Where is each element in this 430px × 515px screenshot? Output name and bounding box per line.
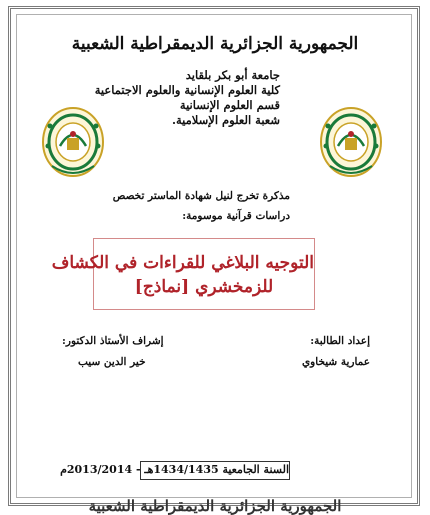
memo-line-1: مذكرة تخرج لنيل شهادة الماستر تخصص <box>112 190 290 202</box>
student-label: إعداد الطالبة: <box>310 335 370 347</box>
university-emblem-icon <box>318 106 384 182</box>
academic-year: السنة الجامعية 1434/1435هـ - 2013/2014م <box>140 461 290 480</box>
memo-line-2: دراسات قرآنية موسومة: <box>182 210 290 222</box>
thesis-title-box <box>51 238 315 310</box>
university-name: جامعة أبو بكر بلقايد <box>185 68 280 82</box>
supervisor-label: إشراف الأستاذ الدكتور: <box>62 335 164 347</box>
university-emblem-icon <box>40 106 106 182</box>
next-page-heading: الجمهورية الجزائرية الديمقراطية الشعبية <box>88 497 342 515</box>
thesis-title-line-2: للزمخشري [نماذج] <box>134 277 274 297</box>
department-name: قسم العلوم الإنسانية <box>179 98 280 112</box>
student-name: عمارية شيخاوي <box>301 356 370 368</box>
faculty-name: كلية العلوم الإنسانية والعلوم الاجتماعية <box>94 83 280 97</box>
supervisor-name: خير الدين سيب <box>78 356 146 368</box>
thesis-title-line-1: التوجيه البلاغي للقراءات في الكشاف <box>51 253 314 273</box>
republic-heading: الجمهورية الجزائرية الديمقراطية الشعبية <box>71 34 359 54</box>
division-name: شعبة العلوم الإسلامية. <box>172 113 280 127</box>
